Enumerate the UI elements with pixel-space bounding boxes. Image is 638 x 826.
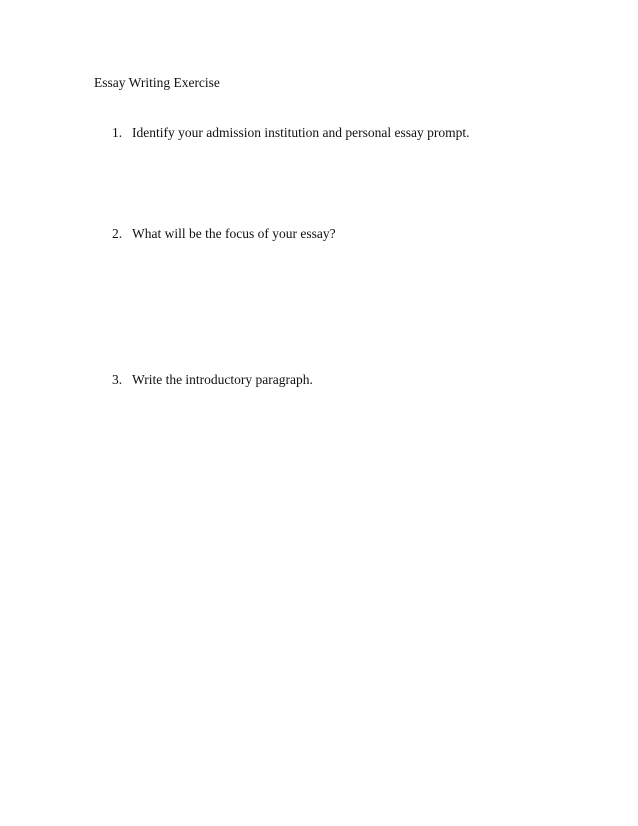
document-title: Essay Writing Exercise: [94, 75, 220, 90]
question-item: [112, 124, 469, 142]
question-item: [112, 225, 336, 243]
question-number: 3.: [112, 372, 123, 387]
question-text: Write the introductory paragraph.: [132, 372, 313, 387]
question-text: Identify your admission institution and personal essay prompt.: [132, 125, 470, 140]
question-number: 1.: [112, 125, 123, 140]
question-item: [112, 371, 313, 389]
question-text: What will be the focus of your essay?: [132, 226, 336, 241]
question-number: 2.: [112, 226, 123, 241]
